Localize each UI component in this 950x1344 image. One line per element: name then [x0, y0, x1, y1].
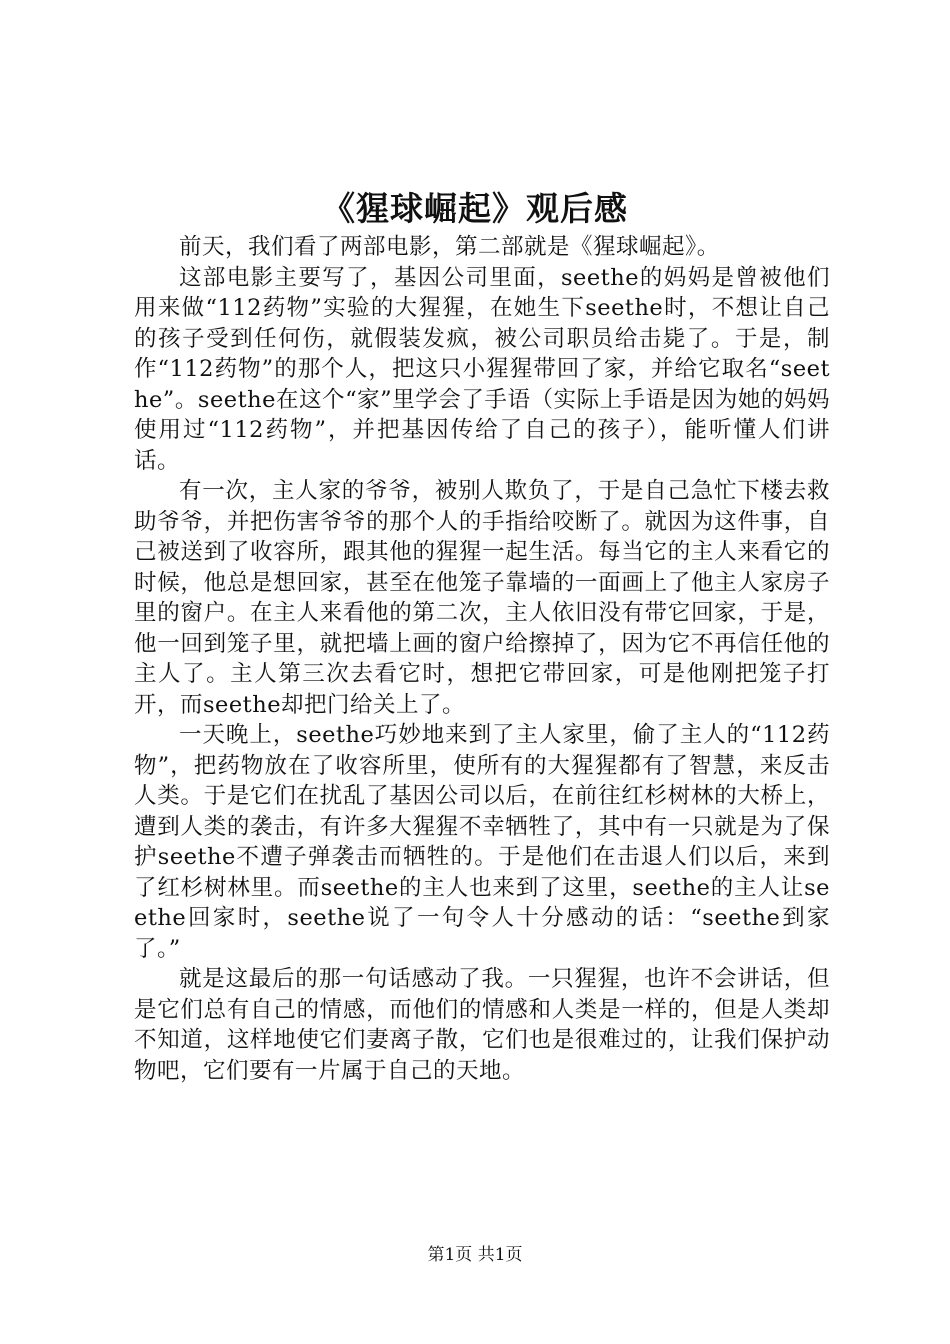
paragraph-2: 这部电影主要写了，基因公司里面，seethe的妈妈是曾被他们用来做“112药物”实验的大猩猩，在她生下seethe时，不想让自己的孩子受到任何伤，就假装发疯，被公司职员给击毙了。于是，制作“112药物”的那个人，把这只小猩猩带回了家，并给它取名“seethe”。seethe在这个“家”里学会了手语（实际上手语是因为她的妈妈使用过“112药物”，并把基因传给了自己的孩子），能听懂人们讲话。	[134, 264, 830, 474]
page-title: 《猩球崛起》观后感	[322, 189, 628, 228]
paragraph-1: 前天，我们看了两部电影，第二部就是《猩球崛起》。	[179, 234, 720, 260]
page-footer: 第1页 共1页	[427, 1245, 523, 1265]
document-body	[134, 232, 830, 1086]
paragraph-3: 有一次，主人家的爷爷，被别人欺负了，于是自己急忙下楼去救助爷爷，并把伤害爷爷的那个人的手指给咬断了。就因为这件事，自己被送到了收容所，跟其他的猩猩一起生活。每当它的主人来看它的时候，他总是想回家，甚至在他笼子靠墙的一面画上了他主人家房子里的窗户。在主人来看他的第二次，主人依旧没有带它回家，于是，他一回到笼子里，就把墙上画的窗户给擦掉了，因为它不再信任他的主人了。主人第三次去看它时，想把它带回家，可是他刚把笼子打开，而seethe却把门给关上了。	[134, 478, 830, 718]
paragraph-4: 一天晚上，seethe巧妙地来到了主人家里，偷了主人的“112药物”，把药物放在了收容所里，使所有的大猩猩都有了智慧，来反击人类。于是它们在扰乱了基因公司以后，在前往红杉树林的大桥上，遭到人类的袭击，有许多大猩猩不幸牺牲了，其中有一只就是为了保护seethe不遭子弹袭击而牺牲的。于是他们在击退人们以后，来到了红杉树林里。而seethe的主人也来到了这里，seethe的主人让seethe回家时，seethe说了一句令人十分感动的话：“seethe到家了。”	[134, 722, 830, 962]
paragraph-5: 就是这最后的那一句话感动了我。一只猩猩，也许不会讲话，但是它们总有自己的情感，而他们的情感和人类是一样的，但是人类却不知道，这样地使它们妻离子散，它们也是很难过的，让我们保护动物吧，它们要有一片属于自己的天地。	[134, 966, 830, 1084]
